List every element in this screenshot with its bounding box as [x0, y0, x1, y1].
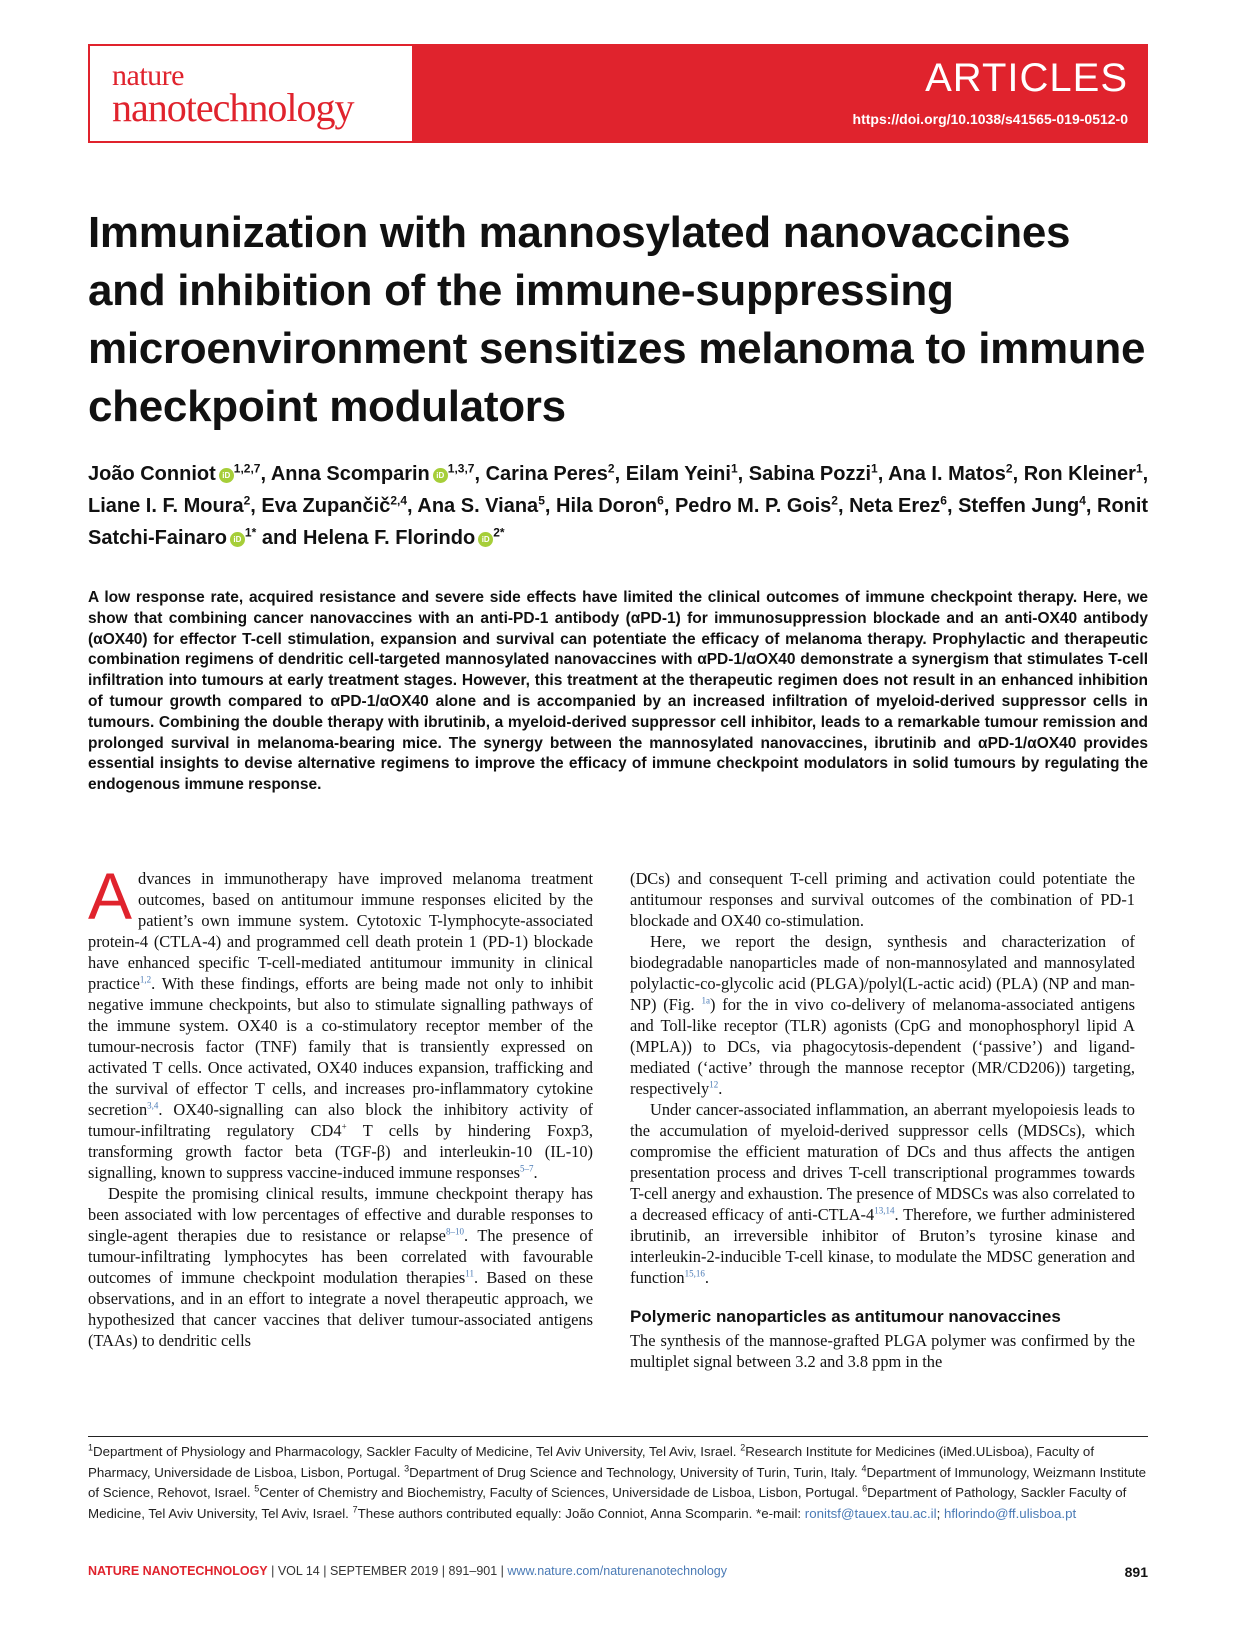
- author-affiliation: 2: [243, 493, 251, 508]
- affiliations: [88, 1442, 1148, 1524]
- drop-cap: A: [88, 859, 133, 933]
- section-heading: Polymeric nanoparticles as antitumour nanovaccines: [630, 1307, 1061, 1326]
- author-separator: ,: [474, 463, 486, 485]
- author-separator: ,: [1142, 463, 1149, 485]
- author-name: Ron Kleiner: [1023, 463, 1136, 485]
- affiliation-text: Center of Chemistry and Biochemistry, Faculty of Sciences, Universidade de Lisboa, Lisbon, Portugal.: [259, 1485, 863, 1500]
- page-footer: [88, 1564, 727, 1578]
- author-affiliation: 6: [940, 493, 947, 508]
- orcid-icon[interactable]: iD: [230, 532, 245, 547]
- text-run: Under cancer-associated inflammation, an aberrant myelopoiesis leads to the accumulation of myeloid-derived suppressor cells (MDSCs), which compromise the efficient maturation of DCs and thus affects the antigen presentation process and drives T-cell transcriptional programmes towards T-cell anergy and exhaustion. The presence of MDSCs was also correlated to a decreased efficacy of anti-CTLA-4: [630, 1100, 1135, 1224]
- author-affiliation: 2,4: [390, 493, 408, 508]
- citation-ref[interactable]: 8–10: [445, 1226, 464, 1237]
- citation-ref[interactable]: 15,16: [684, 1268, 705, 1279]
- author-separator: ,: [837, 495, 850, 517]
- section-label: ARTICLES: [925, 56, 1128, 100]
- footer-url[interactable]: www.nature.com/naturenanotechnology: [507, 1564, 727, 1578]
- author-affiliation: 1: [730, 461, 738, 476]
- header-banner: [412, 46, 1146, 141]
- author-separator: ,: [407, 495, 418, 517]
- footer-issue: | VOL 14 | SEPTEMBER 2019 | 891–901 |: [267, 1564, 508, 1578]
- body-paragraph-3: [630, 868, 1135, 931]
- citation-ref[interactable]: 13,14: [874, 1205, 895, 1216]
- author-name: Sabina Pozzi: [748, 463, 872, 485]
- author-affiliation: 1,3,7: [447, 461, 475, 476]
- affiliation-number: 4: [861, 1463, 867, 1474]
- body-column-left: [88, 859, 593, 1351]
- author-name: Ana I. Matos: [888, 463, 1006, 485]
- footer-journal: NATURE NANOTECHNOLOGY: [88, 1564, 268, 1578]
- affiliation-number: 1: [88, 1442, 94, 1453]
- author-separator: ,: [260, 463, 271, 485]
- author-name: Neta Erez: [849, 495, 941, 517]
- text-run: . The presence of tumour-infiltrating lymphocytes has been correlated with favourable outcomes of immune checkpoint modulation therapies: [88, 1226, 593, 1287]
- logo-line-1: nature: [112, 58, 184, 92]
- author-separator: ,: [1085, 495, 1097, 517]
- author-separator: and: [256, 527, 303, 549]
- affiliation-number: 2: [740, 1442, 746, 1453]
- affiliation-text: Department of Pathology, Sackler Faculty of Medicine, Tel Aviv University, Tel Aviv, Israel.: [88, 1485, 1127, 1521]
- text-run: dvances in immunotherapy have improved melanoma treatment outcomes, based on antitumour immune responses elicited by the patient’s own immune system. Cytotoxic T-lymphocyte-associated protein-4 (CTLA-4) and programmed cell death protein 1 (PD-1) blockade have enhanced specific T-cell-mediated antitumour immunity in clinical practice: [88, 869, 593, 993]
- text-run: . OX40-signalling can also block the inhibitory activity of tumour-infiltrating regulatory CD4: [88, 1100, 593, 1140]
- author-separator: ,: [544, 495, 556, 517]
- email-link-1[interactable]: ronitsf@tauex.tau.ac.il: [804, 1505, 937, 1521]
- author-separator: ,: [1012, 463, 1024, 485]
- text-run: .: [718, 1079, 723, 1098]
- body-paragraph-1: [88, 859, 593, 1183]
- author-name: Ana S. Viana: [417, 495, 539, 517]
- body-paragraph-2: [88, 1183, 593, 1351]
- text-run: ) for the in vivo co-delivery of melanoma-associated antigens and Toll-like receptor (TLR) agonists (CpG and monophosphoryl lipid A (MPLA)) to DCs, via phagocytosis-dependent (‘passive’) and ligand-mediated (‘active’ through the mannose receptor (MR/CD206)) targeting, respectively: [630, 995, 1135, 1098]
- text-run: Here, we report the design, synthesis and characterization of biodegradable nanoparticles made of non-mannosylated and mannosylated polylactic-co-glycolic acid (PLGA)/polyl(L-actic acid) (PLA) (NP and man-NP) (Fig.: [630, 932, 1135, 1014]
- text-run: The synthesis of the mannose-grafted PLGA polymer was confirmed by the multiplet signal between 3.2 and 3.8 ppm in the: [630, 1331, 1135, 1371]
- author-separator: ,: [250, 495, 262, 517]
- citation-ref[interactable]: 5–7: [520, 1163, 534, 1174]
- citation-ref[interactable]: 1,2: [139, 974, 152, 985]
- author-name: Ronit Satchi-Fainaro: [88, 495, 1149, 549]
- author-list: [88, 458, 1158, 554]
- affiliation-number: 5: [254, 1483, 260, 1494]
- email-separator: ;: [936, 1505, 944, 1521]
- affiliation-number: 3: [404, 1463, 410, 1474]
- citation-ref[interactable]: 11: [465, 1268, 474, 1279]
- author-name: Eva Zupančič: [261, 495, 391, 517]
- author-separator: ,: [877, 463, 889, 485]
- author-separator: ,: [614, 463, 626, 485]
- text-run: Despite the promising clinical results, immune checkpoint therapy has been associated with low percentages of effective and durable responses to single-agent therapies due to resistance or relapse: [88, 1184, 593, 1245]
- doi-link[interactable]: https://doi.org/10.1038/s41565-019-0512-0: [852, 111, 1128, 127]
- page-number: 891: [1124, 1564, 1148, 1580]
- author-separator: ,: [663, 495, 675, 517]
- email-link-2[interactable]: hflorindo@ff.ulisboa.pt: [943, 1505, 1077, 1521]
- author-separator: ,: [946, 495, 959, 517]
- journal-header: [88, 44, 1148, 143]
- author-affiliation: 6: [657, 493, 664, 508]
- text-run: . Therefore, we further administered ibrutinib, an irreversible inhibitor of Bruton’s tyrosine kinase and interleukin-2-inducible T-cell kinase, to modulate the MDSC generation and function: [630, 1205, 1135, 1287]
- affiliation-text: Research Institute for Medicines (iMed.ULisboa), Faculty of Pharmacy, Universidade de Lisboa, Lisbon, Portugal.: [88, 1444, 1095, 1480]
- citation-ref[interactable]: 3,4: [147, 1100, 159, 1111]
- orcid-icon[interactable]: iD: [478, 532, 493, 547]
- journal-logo[interactable]: [90, 46, 412, 141]
- author-name: Pedro M. P. Gois: [674, 495, 832, 517]
- text-run: . With these findings, efforts are being made not only to inhibit negative immune checkpoints, but also to stimulate signalling pathways of the immune system. OX40 is a co-stimulatory receptor member of the tumour-necrosis factor (TNF) family that is transiently expressed on activated T cells. Once activated, OX40 induces expansion, trafficking and the survival of effector T cells, and increases pro-inflammatory cytokine secretion: [88, 974, 593, 1119]
- logo-line-2: nanotechnology: [112, 84, 354, 130]
- affiliation-text: Department of Physiology and Pharmacology, Sackler Faculty of Medicine, Tel Aviv University, Tel Aviv, Israel.: [93, 1444, 741, 1459]
- author-affiliation: 1: [871, 461, 878, 476]
- author-separator: ,: [737, 463, 749, 485]
- text-run: . Based on these observations, and in an effort to integrate a novel therapeutic approach, we hypothesized that cancer vaccines that deliver tumour-associated antigens (TAAs) to dendritic cells: [88, 1268, 593, 1350]
- author-name: Helena F. Florindo: [302, 527, 476, 549]
- author-affiliation: 1*: [244, 525, 257, 540]
- citation-ref[interactable]: 12: [709, 1079, 719, 1090]
- orcid-icon[interactable]: iD: [433, 468, 448, 483]
- author-affiliation: 2*: [493, 525, 505, 540]
- footnote-divider: [88, 1436, 1148, 1437]
- author-affiliation: 1,2,7: [233, 461, 261, 476]
- affiliation-text: These authors contributed equally: João Conniot, Anna Scomparin.: [357, 1505, 757, 1521]
- affiliation-number: 7: [352, 1504, 358, 1515]
- body-paragraph-6: [630, 1330, 1135, 1372]
- superscript: +: [341, 1121, 347, 1132]
- author-affiliation: 1: [1135, 461, 1143, 476]
- author-name: Hila Doron: [556, 495, 658, 517]
- author-name: Steffen Jung: [958, 495, 1080, 517]
- author-affiliation: 2: [831, 493, 838, 508]
- affiliation-text: Department of Immunology, Weizmann Institute of Science, Rehovot, Israel.: [88, 1464, 1147, 1500]
- email-label: *e-mail:: [756, 1505, 805, 1521]
- author-name: Liane I. F. Moura: [88, 495, 244, 517]
- text-run: T cells by hindering Foxp3, transforming growth factor beta (TGF-β) and interleukin-10 (IL-10) signalling, known to suppress vaccine-induced immune responses: [88, 1121, 593, 1182]
- author-name: Eilam Yeini: [625, 463, 731, 485]
- body-column-right: [630, 868, 1135, 1372]
- text-run: (DCs) and consequent T-cell priming and activation could potentiate the antitumour responses and survival outcomes of the combination of PD-1 blockade and OX40 co-stimulation.: [630, 869, 1135, 930]
- affiliation-number: 6: [862, 1483, 868, 1494]
- body-paragraph-4: [630, 931, 1135, 1099]
- author-affiliation: 2: [607, 461, 615, 476]
- author-name: Carina Peres: [485, 463, 608, 485]
- author-affiliation: 5: [538, 493, 545, 508]
- author-affiliation: 4: [1079, 493, 1086, 508]
- article-title: Immunization with mannosylated nanovaccines and inhibition of the immune-suppressing microenvironment sensitizes melanoma to immune checkpoint modulators: [88, 208, 1146, 431]
- affiliation-text: Department of Drug Science and Technology, University of Turin, Turin, Italy.: [409, 1464, 862, 1480]
- author-name: João Conniot: [88, 463, 216, 485]
- text-run: .: [533, 1163, 538, 1182]
- text-run: .: [704, 1268, 709, 1287]
- orcid-icon[interactable]: iD: [219, 468, 234, 483]
- citation-ref[interactable]: 1a: [701, 995, 710, 1006]
- author-affiliation: 2: [1005, 461, 1013, 476]
- body-paragraph-5: [630, 1099, 1135, 1288]
- author-name: Anna Scomparin: [270, 463, 430, 485]
- abstract: A low response rate, acquired resistance and severe side effects have limited the clinical outcomes of immune checkpoint therapy. Here, we show that combining cancer nanovaccines with an anti-PD-1 antibody (αPD-1) for immunosuppression blockade and an anti-OX40 antibody (αOX40) for effector T-cell stimulation, expansion and survival can potentiate the efficacy of melanoma therapy. Prophylactic and therapeutic combination regimens of dendritic cell-targeted mannosylated nanovaccines with αPD-1/αOX40 demonstrate a synergism that stimulates T-cell infiltration into tumours at early treatment stages. However, this treatment at the therapeutic regimen does not result in an enhanced inhibition of tumour growth compared to αPD-1/αOX40 alone and is accompanied by an increased infiltration of myeloid-derived suppressor cells in tumours. Combining the double therapy with ibrutinib, a myeloid-derived suppressor cell inhibitor, leads to a remarkable tumour remission and prolonged survival in melanoma-bearing mice. The synergy between the mannosylated nanovaccines, ibrutinib and αPD-1/αOX40 provides essential insights to devise alternative regimens to improve the efficacy of immune checkpoint modulators in solid tumours by regulating the endogenous immune response.: [88, 589, 1148, 794]
